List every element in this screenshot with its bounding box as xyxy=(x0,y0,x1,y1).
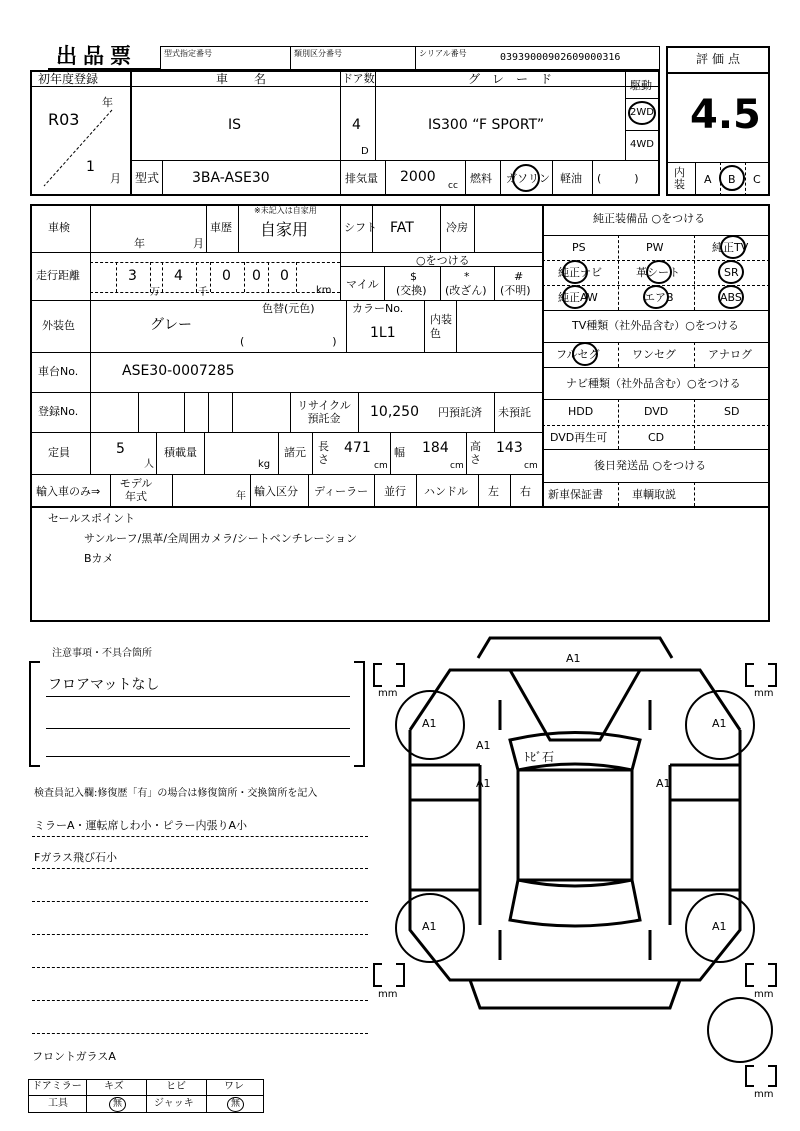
exterior-value: グレー xyxy=(150,317,192,333)
inspection-year-unit: 年 xyxy=(134,237,145,250)
class-label: 類別区分番号 xyxy=(294,49,342,58)
later-manual: 車輌取説 xyxy=(632,488,676,501)
load-label: 積載量 xyxy=(164,446,197,459)
ac-label: 冷房 xyxy=(446,221,468,234)
length-cm: cm xyxy=(374,461,388,471)
exchange-symbol: $ xyxy=(410,270,417,283)
fuel-diesel: 軽油 xyxy=(560,172,582,185)
fuel-gasoline: ガソリン xyxy=(506,172,550,185)
mileage-digit-5: 0 xyxy=(280,268,289,284)
mark-wheel-rr: A1 xyxy=(712,920,727,933)
equip-sr: SR xyxy=(724,266,739,279)
serial-label: シリアル番号 xyxy=(419,49,467,58)
first-reg-month: 1 xyxy=(86,159,95,175)
navi-hdd: HDD xyxy=(568,405,594,418)
left-option: 左 xyxy=(488,485,499,498)
recycle-label: リサイクル預託金 xyxy=(297,399,351,425)
equip-tv: 純正TV xyxy=(712,241,749,254)
drive-label: 駆動 xyxy=(630,79,652,92)
interior-color-label: 内装色 xyxy=(430,313,452,340)
score-label: 評価点 xyxy=(696,52,745,66)
history-note: ※未記入は自家用 xyxy=(254,206,317,215)
repaint-paren: ( ) xyxy=(240,335,337,348)
kg-unit: kg xyxy=(258,459,271,470)
serial-value: 03939000902609000316 xyxy=(500,52,621,63)
tv-title: TV種類（社外品含む）○をつける xyxy=(572,319,739,332)
shift-value: FAT xyxy=(390,220,414,236)
import-type-label: 輸入区分 xyxy=(254,485,298,498)
model-year-unit: 年 xyxy=(236,491,246,502)
legend-jack: ジャッキ xyxy=(154,1098,194,1109)
dvd-play: DVD再生可 xyxy=(550,431,608,444)
sales-line-2: Bカメ xyxy=(84,552,114,565)
mile-option: マイル xyxy=(346,278,379,291)
mark-door-l: A1 xyxy=(476,777,491,790)
legend-tools: 工具 xyxy=(48,1098,68,1109)
later-title: 後日発送品 ○をつける xyxy=(594,459,707,472)
airbag-circle xyxy=(643,285,669,309)
year-unit: 年 xyxy=(102,96,113,109)
reg-no-label: 登録No. xyxy=(38,405,79,418)
altered-symbol: * xyxy=(464,270,470,283)
displacement-label: 排気量 xyxy=(345,172,378,185)
grade-value: IS300 “F SPORT” xyxy=(428,117,545,133)
car-diagram xyxy=(370,630,790,1110)
notes-line-1: フロアマットなし xyxy=(48,677,160,693)
height-label: 高さ xyxy=(470,440,481,466)
tv-oneseg: ワンセグ xyxy=(632,348,676,361)
inspection-label: 車検 xyxy=(48,221,70,234)
width-label: 幅 xyxy=(394,446,405,459)
interior-a: A xyxy=(704,173,712,186)
door-suffix: D xyxy=(361,146,369,157)
jack-circle xyxy=(227,1097,244,1112)
doors-label: ドア数 xyxy=(342,72,375,85)
tv-analog: アナログ xyxy=(708,348,752,361)
tv-circle xyxy=(720,235,746,259)
model-label: 型式 xyxy=(135,171,160,185)
mm-fl: mm xyxy=(378,688,398,699)
diagonal-line xyxy=(40,100,120,190)
mark-wheel-fr: A1 xyxy=(712,717,727,730)
model-year-label: モデル年式 xyxy=(119,477,153,503)
fullseg-circle xyxy=(572,342,598,366)
car-name: IS xyxy=(228,117,242,133)
equip-airbag: エアB xyxy=(644,291,674,304)
right-option: 右 xyxy=(520,485,531,498)
mileage-digit-2: 4 xyxy=(174,268,183,284)
sales-label: セールスポイント xyxy=(48,512,136,525)
mark-wheel-fl: A1 xyxy=(422,717,437,730)
mileage-digit-1: 3 xyxy=(128,268,137,284)
legend-h2: キズ xyxy=(104,1081,124,1092)
navi-circle xyxy=(562,260,588,284)
equipment-title: 純正装備品 ○をつける xyxy=(593,212,706,225)
legend-jack-value: 無 xyxy=(231,1099,241,1109)
unknown-symbol: # xyxy=(514,270,524,283)
legend-h4: ワレ xyxy=(224,1081,244,1092)
stone-mark: ﾄﾋﾞ石 xyxy=(524,750,555,764)
width-cm: cm xyxy=(450,461,464,471)
drive-4wd: 4WD xyxy=(630,139,654,150)
mileage-digit-3: 0 xyxy=(222,268,231,284)
windshield-note: フロントガラスA xyxy=(32,1050,116,1063)
parallel-option: 並行 xyxy=(384,485,406,498)
navi-dvd: DVD xyxy=(644,405,669,418)
mark-bumper: A1 xyxy=(566,652,581,665)
mm-rl: mm xyxy=(378,989,398,1000)
handle-label: ハンドル xyxy=(424,485,468,498)
capacity-label: 定員 xyxy=(48,446,70,459)
equip-ps: PS xyxy=(572,241,586,254)
drive-2wd: 2WD xyxy=(630,107,654,118)
tv-fullseg: フルセグ xyxy=(556,348,600,361)
inspector-line-2: Fガラス飛び石小 xyxy=(34,851,117,864)
recycle-none: 未預託 xyxy=(498,406,531,419)
chassis-label: 車台No. xyxy=(38,365,79,378)
model-code-label: 型式指定番号 xyxy=(164,49,212,58)
notes-label: 注意事項・不具合箇所 xyxy=(52,648,152,659)
legend-h1: ドアミラー xyxy=(32,1081,82,1092)
dims-label: 諸元 xyxy=(284,446,306,459)
abs-circle xyxy=(718,285,744,309)
length-value: 471 xyxy=(344,440,371,456)
month-unit: 月 xyxy=(110,172,121,185)
sr-circle xyxy=(718,260,744,284)
gasoline-circle xyxy=(512,164,540,192)
recycle-value: 10,250 xyxy=(370,404,419,420)
inspection-month-unit: 月 xyxy=(193,237,204,250)
drive-2wd-circle xyxy=(628,101,656,125)
later-warranty: 新車保証書 xyxy=(548,488,603,501)
unknown-option: (不明) xyxy=(500,284,531,297)
inspector-line-1: ミラーA・運転席しわ小・ピラー内張りA小 xyxy=(34,819,248,832)
altered-option: (改ざん) xyxy=(445,284,487,297)
mm-spare: mm xyxy=(754,1089,774,1100)
interior-c: C xyxy=(753,173,761,186)
doors: 4 xyxy=(352,117,361,133)
sales-line-1: サンルーフ/黒革/全周囲カメラ/シートベンチレーション xyxy=(84,532,358,545)
legend-h3: ヒビ xyxy=(166,1081,186,1092)
recycle-unit: 円預託済 xyxy=(438,406,482,419)
chassis-value: ASE30-0007285 xyxy=(122,363,235,379)
height-cm: cm xyxy=(524,461,538,471)
form-title: 出品票 xyxy=(56,44,137,68)
mileage-label: 走行距離 xyxy=(36,269,80,282)
repaint-label: 色替(元色) xyxy=(262,302,315,315)
inspector-label: 検査員記入欄:修復歴「有」の場合は修復箇所・交換箇所を記入 xyxy=(34,788,318,799)
grade-label: グレード xyxy=(468,72,565,86)
mm-fr: mm xyxy=(754,688,774,699)
tools-circle xyxy=(109,1097,126,1112)
fuel-other: ( ) xyxy=(597,172,639,185)
interior-label: 内装 xyxy=(674,166,685,191)
km-unit: km xyxy=(316,285,332,296)
dealer-option: ディーラー xyxy=(314,485,369,498)
score-value: 4.5 xyxy=(690,92,761,138)
import-label: 輸入車のみ⇒ xyxy=(36,485,101,498)
shift-label: シフト xyxy=(344,221,377,234)
displacement-value: 2000 xyxy=(400,169,436,185)
interior-b-circle xyxy=(719,165,745,191)
cc-unit: cc xyxy=(448,181,458,191)
length-label: 長さ xyxy=(318,440,329,466)
mark-mirror: A1 xyxy=(476,739,491,752)
legend-tools-value: 無 xyxy=(113,1099,123,1109)
history-value: 自家用 xyxy=(260,220,309,239)
mileage-digit-4: 0 xyxy=(252,268,261,284)
equip-aw: 純正AW xyxy=(558,291,598,304)
mark-door-r: A1 xyxy=(656,777,671,790)
first-reg-year: R03 xyxy=(48,110,80,129)
history-label: 車歴 xyxy=(210,221,232,234)
circle-note: ○をつける xyxy=(416,254,470,267)
sen-unit: 千 xyxy=(198,287,208,298)
leather-circle xyxy=(646,260,672,284)
equip-abs: ABS xyxy=(720,291,742,304)
color-no-label: カラーNo. xyxy=(352,302,404,315)
aw-circle xyxy=(562,285,588,309)
height-value: 143 xyxy=(496,440,523,456)
person-unit: 人 xyxy=(144,459,154,470)
color-no-value: 1L1 xyxy=(370,325,396,341)
width-value: 184 xyxy=(422,440,449,456)
car-name-label: 車名 xyxy=(216,72,293,86)
mm-rr: mm xyxy=(754,989,774,1000)
navi-title: ナビ種類（社外品含む）○をつける xyxy=(566,377,741,390)
capacity-value: 5 xyxy=(116,441,125,457)
model-value: 3BA-ASE30 xyxy=(192,170,270,186)
equip-navi: 純正ナビ xyxy=(558,266,602,279)
exchange-option: (交換) xyxy=(396,284,427,297)
cd-item: CD xyxy=(648,431,665,444)
mark-wheel-rl: A1 xyxy=(422,920,437,933)
exterior-label: 外装色 xyxy=(42,319,75,332)
equip-leather: 革シート xyxy=(636,266,680,279)
navi-sd: SD xyxy=(724,405,740,418)
man-unit: 万 xyxy=(150,287,160,298)
equip-pw: PW xyxy=(646,241,664,254)
fuel-label: 燃料 xyxy=(470,172,492,185)
first-reg-label: 初年度登録 xyxy=(38,72,99,86)
interior-b: B xyxy=(728,173,736,186)
